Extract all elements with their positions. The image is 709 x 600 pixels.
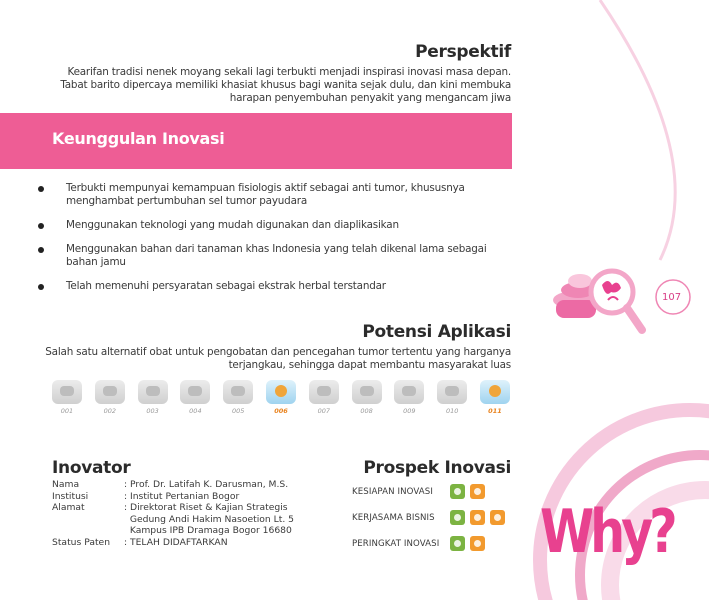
application-icon-001: 001 [50, 380, 84, 420]
inovator-row: Status Paten : TELAH DIDAFTARKAN [52, 536, 228, 548]
inovator-row: Institusi : Institut Pertanian Bogor [52, 490, 240, 502]
green-gear-icon [450, 484, 465, 499]
inovator-row: Nama : Prof. Dr. Latifah K. Darusman, M.S. [52, 479, 289, 490]
magnifier-icon [591, 271, 642, 330]
industry-icon [437, 380, 467, 404]
application-icon-strip [50, 380, 512, 420]
keunggulan-list [38, 182, 518, 304]
prospek-details [352, 484, 510, 562]
list-item-text: Menggunakan bahan dari tanaman khas Indonesia yang telah dikenal lama sebagai bahan jamu [66, 243, 487, 268]
industry-icon [138, 380, 168, 404]
health-magnifier-icon [266, 380, 296, 404]
application-icon-007: 007 [307, 380, 341, 420]
application-icon-011: 011 [478, 380, 512, 420]
potensi-heading: Potensi Aplikasi [362, 322, 511, 342]
perspektif-heading: Perspektif [415, 42, 511, 62]
bullet-icon [38, 247, 44, 253]
application-icon-005: 005 [221, 380, 255, 420]
page-number: 107 [662, 292, 682, 303]
bullet-icon [38, 186, 44, 192]
inovator-row: Gedung Andi Hakim Nasoetion Lt. 5 [124, 513, 295, 525]
bullet-icon [38, 284, 44, 290]
colorful-chart-icon [480, 380, 510, 404]
application-icon-004: 004 [178, 380, 212, 420]
application-icon-002: 002 [93, 380, 127, 420]
industry-icon [180, 380, 210, 404]
list-item-text: Menggunakan teknologi yang mudah digunakan dan diaplikasikan [66, 219, 399, 231]
industry-icon [52, 380, 82, 404]
orange-moneybag-icon [490, 510, 505, 525]
list-item-text: Telah memenuhi persyaratan sebagai ekstrak herbal terstandar [66, 280, 386, 292]
industry-icon [309, 380, 339, 404]
inovator-heading: Inovator [52, 458, 131, 478]
application-icon-008: 008 [350, 380, 384, 420]
orange-gear-icon [470, 484, 485, 499]
industry-icon [352, 380, 382, 404]
keunggulan-heading: Keunggulan Inovasi [52, 129, 225, 148]
prospek-row-kesiapan: KESIAPAN INOVASI [352, 484, 510, 510]
list-item [38, 243, 518, 269]
why-logo: Why? [540, 497, 674, 567]
application-icon-009: 009 [392, 380, 426, 420]
prospek-heading: Prospek Inovasi [363, 458, 511, 478]
green-moneybag-icon [450, 510, 465, 525]
deco-arc-top [600, 0, 675, 260]
industry-icon [223, 380, 253, 404]
bullet-icon [38, 223, 44, 229]
orange-medal-icon [470, 536, 485, 551]
prospek-row-peringkat: PERINGKAT INOVASI [352, 536, 510, 562]
industry-icon [394, 380, 424, 404]
list-item [38, 182, 518, 208]
inovator-row: Alamat : Direktorat Riset & Kajian Strategis [52, 502, 288, 513]
green-medal-icon [450, 536, 465, 551]
prospek-row-kerjasama: KERJASAMA BISNIS [352, 510, 510, 536]
inovator-row: Kampus IPB Dramaga Bogor 16680 [124, 525, 292, 536]
application-icon-006: 006 [264, 380, 298, 420]
list-item [38, 280, 518, 293]
list-item-text: Terbukti mempunyai kemampuan fisiologis aktif sebagai anti tumor, khususnya menghambat pertumbuhan sel tumor payudara [66, 182, 465, 207]
keunggulan-banner [0, 113, 512, 169]
application-icon-003: 003 [136, 380, 170, 420]
application-icon-010: 010 [435, 380, 469, 420]
orange-moneybag-icon [470, 510, 485, 525]
perspektif-paragraph: Kearifan tradisi nenek moyang sekali lagi terbukti menjadi inspirasi inovasi masa depan. Tabat barito dipercaya memiliki khasiat khusus bagi wanita sejak dulu, dan kini membuka harapan penyembuhan penyakit yang mengancam jiwa [60, 66, 511, 104]
industry-icon [95, 380, 125, 404]
potensi-paragraph: Salah satu alternatif obat untuk pengobatan dan pencegahan tumor tertentu yang harganya terjangkau, sehingga dapat membantu masyarakat luas [45, 346, 511, 371]
list-item [38, 219, 518, 232]
inovator-details [52, 479, 324, 548]
